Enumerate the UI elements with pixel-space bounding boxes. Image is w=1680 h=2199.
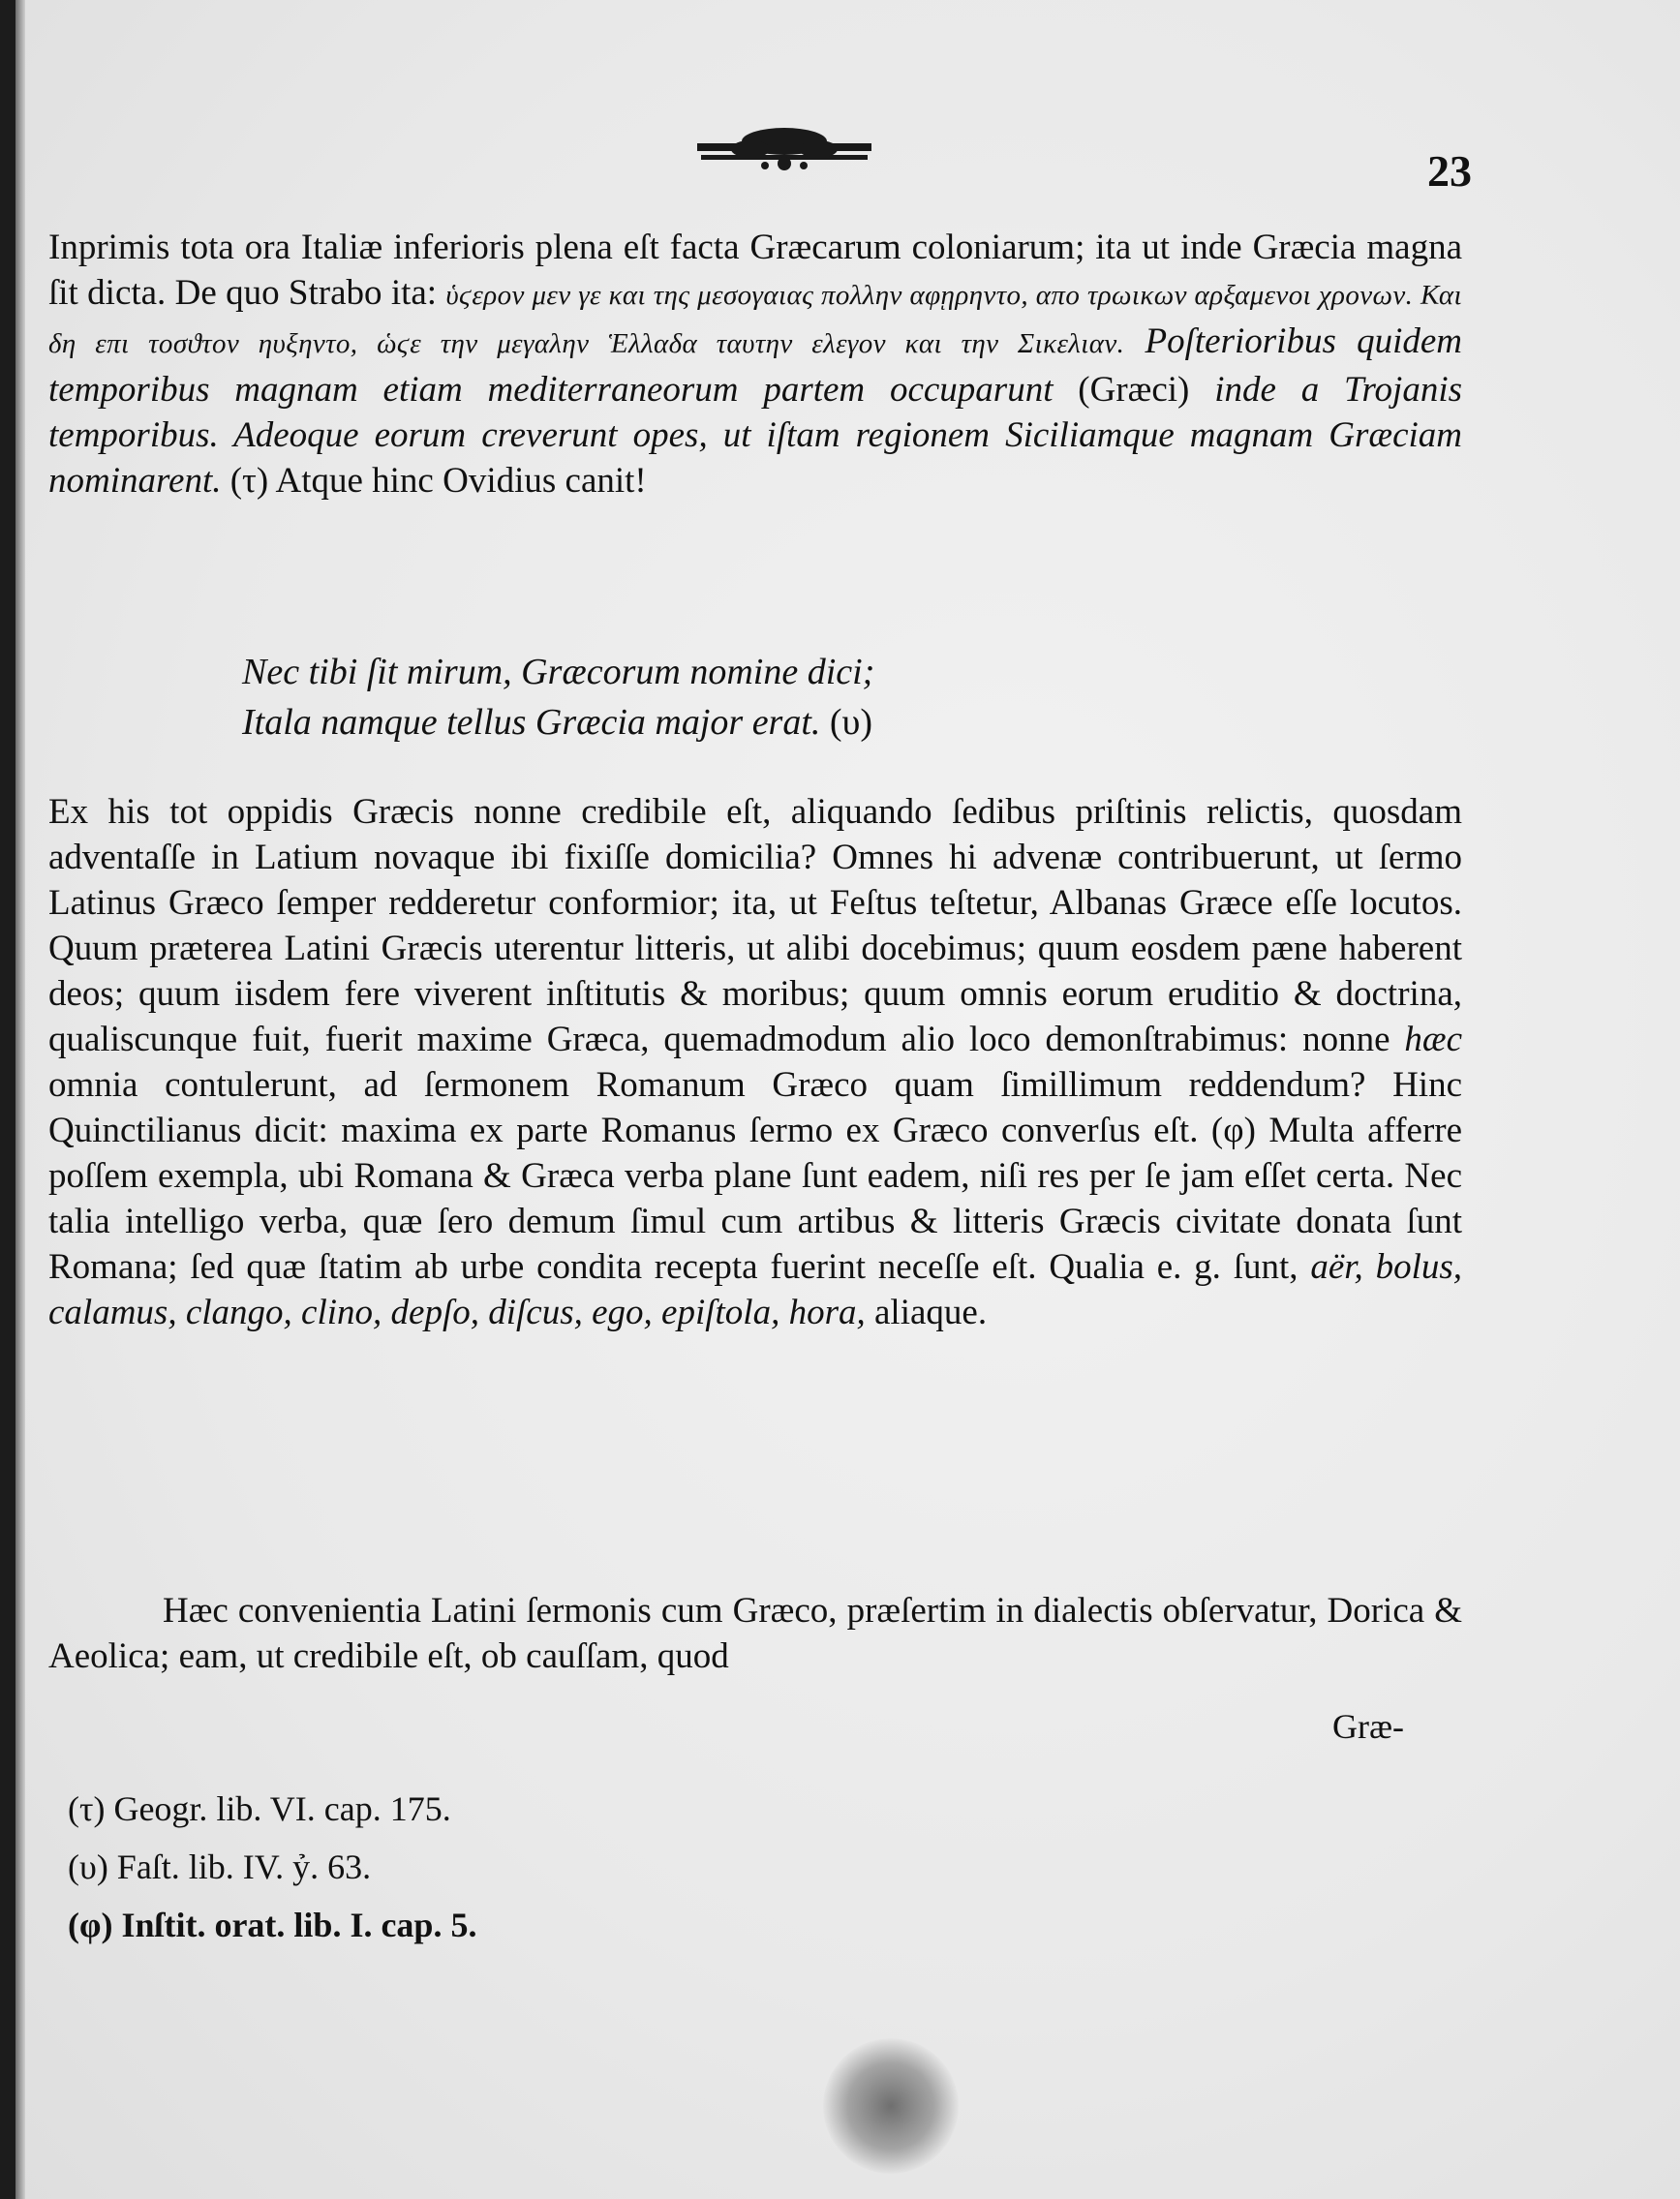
paragraph-dialects: Hæc convenientia Latini ſermonis cum Græco, præſertim in dialectis obſervatur, Dorica & Aeolica; eam, ut credibile eſt, ob cauſſam, quod <box>48 1591 1462 1676</box>
footnote-mark-upsilon: (υ) <box>829 702 873 743</box>
footnote-tau: (τ) Geogr. lib. VI. cap. 175. <box>68 1789 451 1828</box>
verse-line-2-text: Itala namque tellus Græcia major erat. <box>242 702 821 743</box>
page-number: 23 <box>1427 146 1472 196</box>
paragraph-2-part-d: aliaque. <box>874 1293 988 1332</box>
example-word: depſo, <box>390 1293 479 1332</box>
footnotes <box>68 1780 1036 1954</box>
footnote-mark-phi: (φ) <box>1210 1111 1256 1150</box>
paragraph-1-lead: Inprimis tota ora Italiæ inferioris plena eſt facta Græcarum coloniarum; ita ut inde Græcia magna ſit dicta. De quo Strabo ita: <box>48 228 1462 313</box>
example-word: diſcus, <box>488 1293 583 1332</box>
paragraph-2-haec: hæc <box>1404 1020 1463 1059</box>
latin-translation-gloss: (Græci) <box>1078 370 1190 410</box>
example-word: epiſtola, <box>661 1293 780 1332</box>
headpiece-ornament <box>697 120 871 178</box>
example-word: clango, <box>185 1293 292 1332</box>
ink-stain <box>823 2038 959 2174</box>
example-word: aër, <box>1310 1247 1363 1287</box>
verse-line-2 <box>242 697 1210 748</box>
paragraph-2-part-b: omnia contulerunt, ad ſermonem Romanum Græco quam ſimillimum reddendum? Hinc Quinctilianus dicit: maxima ex parte Romanus ſermo ex Græco converſus eſt. <box>48 1065 1462 1150</box>
example-word: bolus, <box>1375 1247 1463 1287</box>
strabo-greek-quotation: ὑϛερον μεν γε και της μεσογαιας πολλην αφῃρηντο, απο τρωικων αρξαμενοι χρονων. Και δη επι τοσϑτον ηυξηντο, ὡϛε την μεγαλην Ἑλλαδα ταυτην ελεγον και την Σικελιαν. <box>48 280 1463 359</box>
footnote-mark-tau: (τ) <box>229 461 269 501</box>
example-word: calamus, <box>48 1293 177 1332</box>
footnote-phi: (φ) Inſtit. orat. lib. I. cap. 5. <box>68 1906 477 1944</box>
paragraph-magna-graecia <box>48 225 1462 504</box>
ovid-verse-quotation <box>242 647 1210 748</box>
footnote-upsilon: (υ) Faſt. lib. IV. ỷ. 63. <box>68 1848 372 1886</box>
verse-line-1: Nec tibi ſit mirum, Græcorum nomine dici; <box>242 652 875 692</box>
page-gutter-shadow <box>15 0 25 2199</box>
paragraph-2-part-c: Multa afferre poſſem exempla, ubi Romana & Græca verba plane ſunt eadem, niſi res per ſe jam eſſet certa. Nec talia intelligo verba, quæ ſero demum ſimul cum artibus & litteris Græcis civitate donata ſunt Romana; ſed quæ ſtatim ab urbe condita recepta fuerint neceſſe eſt. Qualia e. g. ſunt, <box>48 1111 1463 1287</box>
paragraph-greek-influence <box>48 789 1462 1335</box>
example-word: ego, <box>592 1293 653 1332</box>
paragraph-1-tail: Atque hinc Ovidius canit! <box>275 461 647 501</box>
page-binding-edge <box>0 0 15 2199</box>
latin-translation-part-1: Poſterioribus quidem temporibus magnam etiam mediterraneorum partem occuparunt <box>48 321 1463 410</box>
paragraph-2-part-a: Ex his tot oppidis Græcis nonne credibile eſt, aliquando ſedibus priſtinis relictis, quosdam adventaſſe in Latium novaque ibi fixiſſe domicilia? Omnes hi advenæ contribuerunt, ut ſermo Latinus Græco ſemper redderetur conformior; ita, ut Feſtus teſtetur, Albanas Græce eſſe locutos. Quum præterea Latini Græcis uterentur litteris, ut alibi docebimus; quum eosdem pæne haberent deos; quum iisdem fere viverent inſtitutis & moribus; quum omnis eorum eruditio & doctrina, qualiscunque fuit, fuerit maxime Græca, quemadmodum alio loco demonſtrabimus: nonne <box>48 792 1462 1059</box>
example-word: hora, <box>788 1293 866 1332</box>
example-word: clino, <box>301 1293 382 1332</box>
catchword: Græ- <box>1332 1707 1404 1746</box>
latin-translation-part-2: inde a Trojanis temporibus. Adeoque eorum creverunt opes, ut iſtam regionem Siciliamque magnam Græciam nominarent. <box>48 370 1463 501</box>
